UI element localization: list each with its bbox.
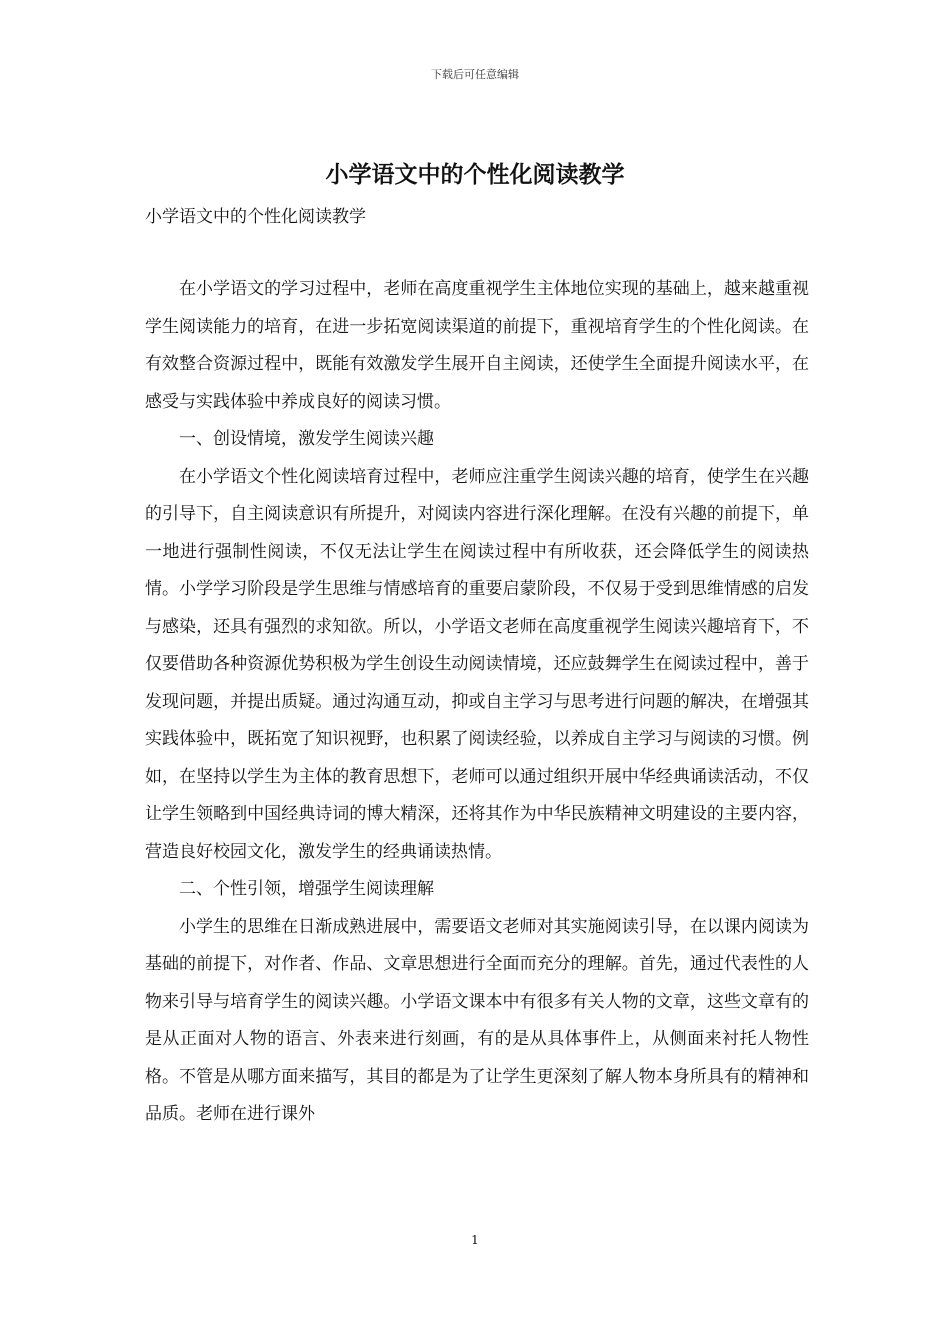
section-heading-2: 二、个性引领，增强学生阅读理解	[179, 879, 434, 899]
document-title: 小学语文中的个性化阅读教学	[325, 161, 625, 188]
header-note: 下载后可任意编辑	[431, 68, 519, 81]
page-number: 1	[471, 1233, 479, 1247]
document-subtitle: 小学语文中的个性化阅读教学	[145, 207, 366, 227]
body-paragraph-section-2: 小学生的思维在日渐成熟进展中，需要语文老师对其实施阅读引导，在以课内阅读为基础的前提下，对作者、作品、文章思想进行全面而充分的理解。首先，通过代表性的人物来引导与培育学生的阅读兴趣。小学语文课本中有很多有关人物的文章，这些文章有的是从正面对人物的语言、外表来进行刻画，有的是从具体事件上，从侧面来衬托人物性格。不管是从哪方面来描写，其目的都是为了让学生更深刻了解人物本身所具有的精神和品质。老师在进行课外	[145, 916, 809, 1124]
body-paragraph-intro: 在小学语文的学习过程中，老师在高度重视学生主体地位实现的基础上，越来越重视学生阅读能力的培育，在进一步拓宽阅读渠道的前提下，重视培育学生的个性化阅读。在有效整合资源过程中，既能有效激发学生展开自主阅读，还使学生全面提升阅读水平，在感受与实践体验中养成良好的阅读习惯。	[145, 279, 809, 412]
document-body	[145, 271, 809, 1134]
section-heading-1: 一、创设情境，激发学生阅读兴趣	[179, 429, 434, 449]
body-paragraph-section-1: 在小学语文个性化阅读培育过程中，老师应注重学生阅读兴趣的培育，使学生在兴趣的引导下，自主阅读意识有所提升，对阅读内容进行深化理解。在没有兴趣的前提下，单一地进行强制性阅读，不仅无法让学生在阅读过程中有所收获，还会降低学生的阅读热情。小学学习阶段是学生思维与情感培育的重要启蒙阶段，不仅易于受到思维情感的启发与感染，还具有强烈的求知欲。所以，小学语文老师在高度重视学生阅读兴趣培育下，不仅要借助各种资源优势积极为学生创设生动阅读情境，还应鼓舞学生在阅读过程中，善于发现问题，并提出质疑。通过沟通互动，抑或自主学习与思考进行问题的解决，在增强其实践体验中，既拓宽了知识视野，也积累了阅读经验，以养成自主学习与阅读的习惯。例如，在坚持以学生为主体的教育思想下，老师可以通过组织开展中华经典诵读活动，不仅让学生领略到中国经典诗词的博大精深，还将其作为中华民族精神文明建设的主要内容，营造良好校园文化，激发学生的经典诵读热情。	[145, 466, 809, 862]
